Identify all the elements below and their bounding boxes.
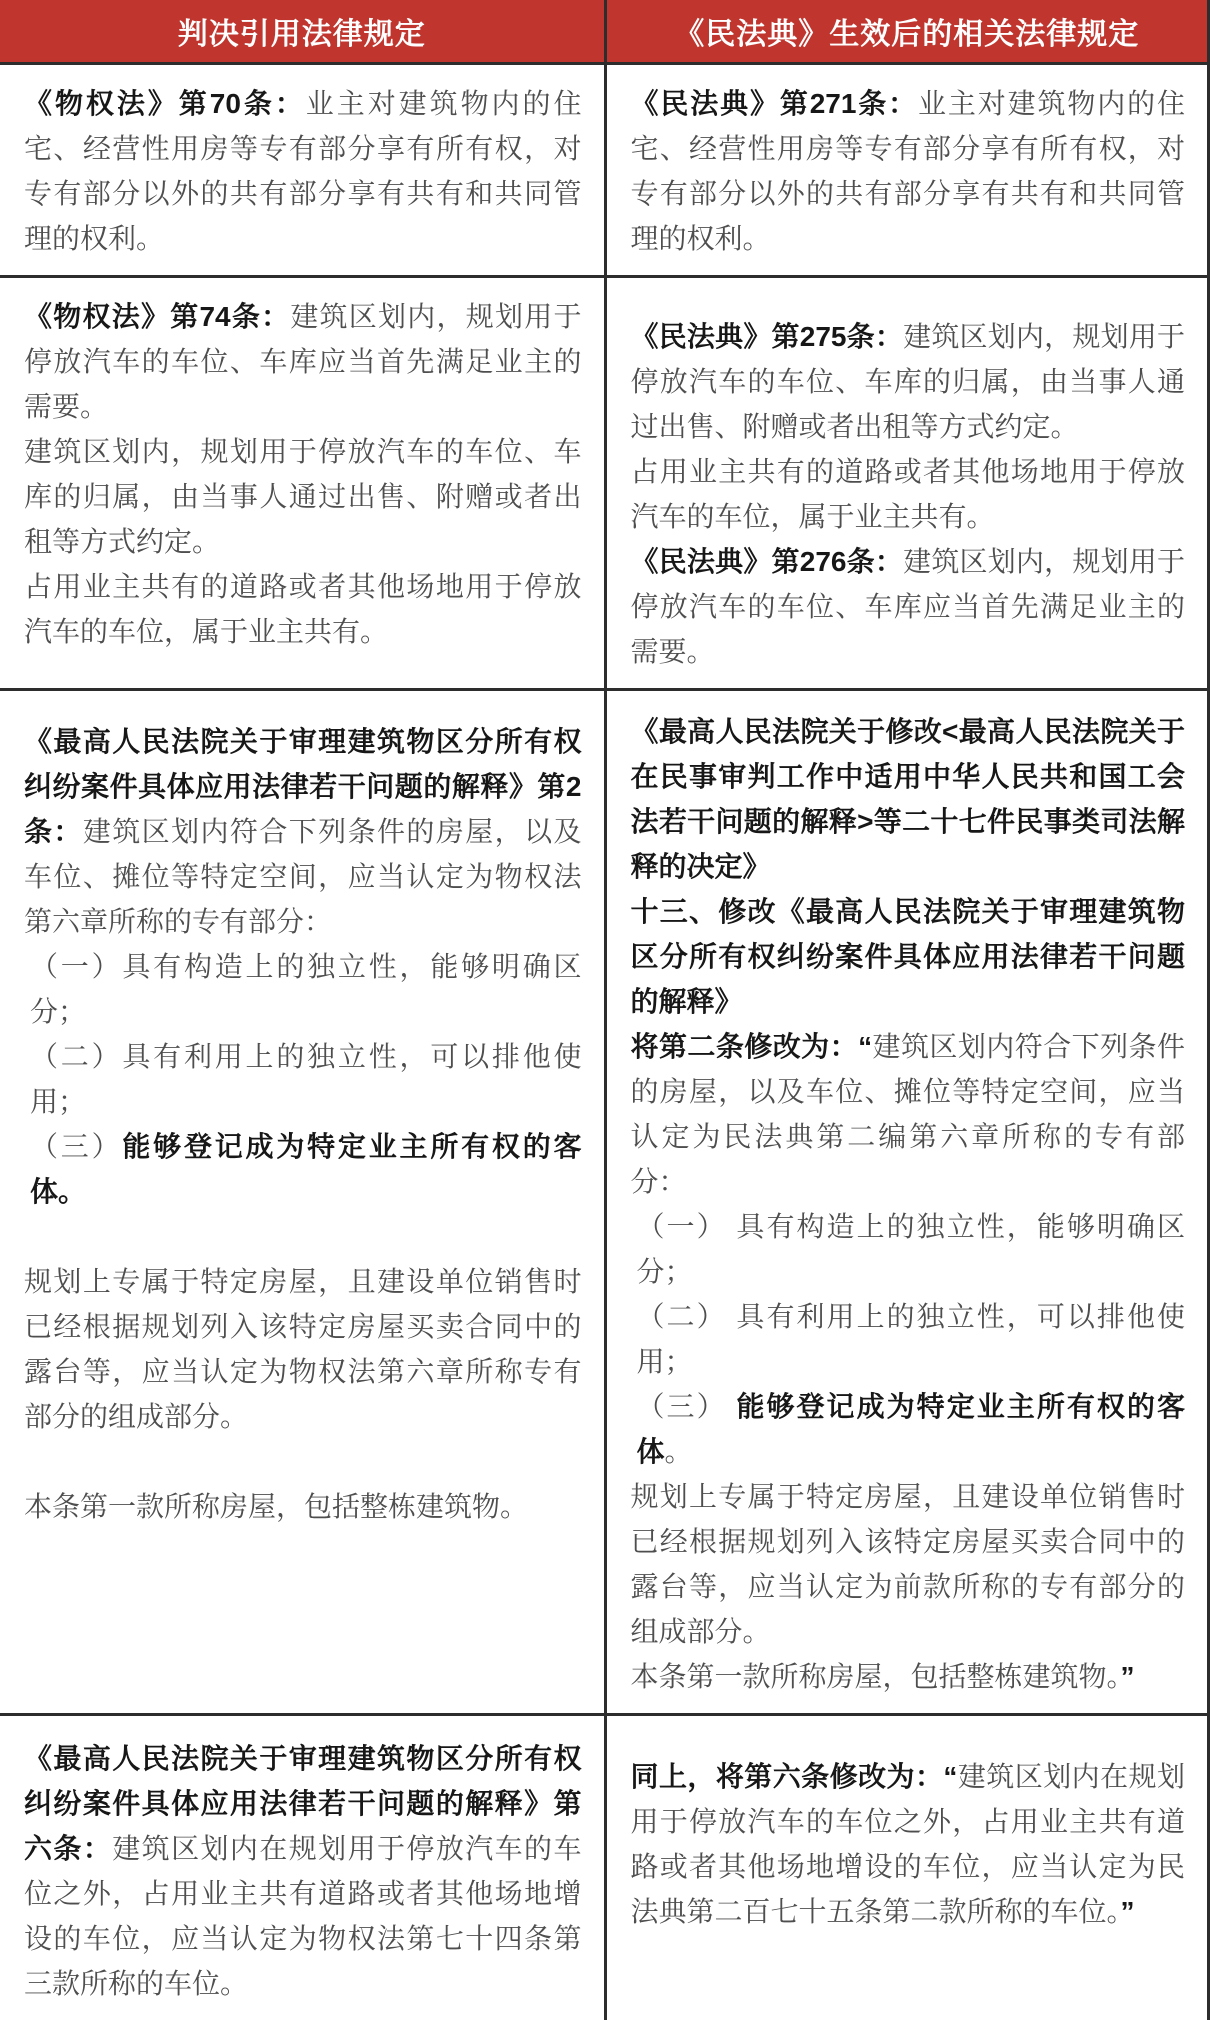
paragraph bbox=[631, 889, 1186, 1024]
header-right-label: 《民法典》生效后的相关法律规定 bbox=[674, 18, 1140, 51]
text-segment: 业主对建筑物内的住宅、经营性用房等专有部分享有所有权，对专有部分以外的共有部分享有共有和共同管理的权利。 bbox=[630, 88, 1185, 254]
table-cell-left bbox=[0, 65, 604, 275]
table-cell-right bbox=[604, 1716, 1208, 2020]
paragraph bbox=[631, 539, 1186, 674]
table-row bbox=[0, 65, 1207, 278]
text-segment: 建筑区划内，规划用于停放汽车的车位、车库的归属，由当事人通过出售、附赠或者出租等方式约定。 bbox=[630, 321, 1185, 442]
paragraph bbox=[631, 1384, 1186, 1474]
text-segment: （一） 具有构造上的独立性，能够明确区分； bbox=[636, 1211, 1185, 1287]
text-segment: 占用业主共有的道路或者其他场地用于停放汽车的车位，属于业主共有。 bbox=[630, 456, 1185, 532]
table-row bbox=[0, 691, 1207, 1716]
table-cell-right bbox=[604, 65, 1208, 275]
text-segment: （二） 具有利用上的独立性，可以排他使用； bbox=[636, 1301, 1185, 1377]
table-cell-right bbox=[604, 691, 1208, 1713]
text-segment: 业主对建筑物内的住宅、经营性用房等专有部分享有所有权，对专有部分以外的共有部分享有共有和共同管理的权利。 bbox=[24, 88, 582, 254]
text-segment: 。 bbox=[664, 1436, 693, 1467]
text-segment: 本条第一款所称房屋，包括整栋建筑物。 bbox=[630, 1661, 1121, 1692]
table-header-row bbox=[0, 0, 1207, 65]
paragraph bbox=[24, 1736, 582, 2006]
header-left-label: 判决引用法律规定 bbox=[177, 18, 426, 51]
paragraph bbox=[24, 1124, 582, 1214]
bold-text-segment: 同上，将第六条修改为：“ bbox=[630, 1761, 958, 1792]
bold-text-segment: 《物权法》第74条： bbox=[24, 301, 291, 332]
bold-text-segment: 《民法典》第275条： bbox=[630, 321, 904, 352]
table-cell-right bbox=[604, 278, 1208, 688]
paragraph bbox=[24, 944, 582, 1034]
bold-text-segment: 能够登记成为特定业主所有权的客体 bbox=[636, 1391, 1185, 1467]
paragraph bbox=[631, 314, 1186, 449]
text-segment: 建筑区划内在规划用于停放汽车的车位之外，占用业主共有道路或者其他场地增设的车位，应当认定为物权法第七十四条第三款所称的车位。 bbox=[24, 1833, 582, 1999]
text-segment: 规划上专属于特定房屋，且建设单位销售时已经根据规划列入该特定房屋买卖合同中的露台等，应当认定为物权法第六章所称专有部分的组成部分。 bbox=[24, 1266, 582, 1432]
paragraph bbox=[631, 1294, 1186, 1384]
bold-text-segment: ” bbox=[1120, 1896, 1135, 1927]
text-segment: （三） bbox=[636, 1391, 737, 1422]
paragraph bbox=[24, 1484, 582, 1529]
bold-text-segment: 能够登记成为特定业主所有权的客体。 bbox=[30, 1131, 582, 1207]
bold-text-segment: 十三、修改《最高人民法院关于审理建筑物区分所有权纠纷案件具体应用法律若干问题的解释》 bbox=[630, 896, 1185, 1017]
paragraph bbox=[24, 81, 582, 261]
paragraph bbox=[631, 449, 1186, 539]
text-segment: （三） bbox=[30, 1131, 123, 1162]
bold-text-segment: ” bbox=[1120, 1661, 1135, 1692]
bold-text-segment: 《最高人民法院关于审理建筑物区分所有权纠纷案件具体应用法律若干问题的解释》第2条： bbox=[24, 726, 582, 847]
paragraph bbox=[631, 1654, 1186, 1699]
paragraph bbox=[24, 564, 582, 654]
bold-text-segment: 《最高人民法院关于修改<最高人民法院关于在民事审判工作中适用中华人民共和国工会法若干问题的解释>等二十七件民事类司法解释的决定》 bbox=[630, 716, 1185, 882]
table-body bbox=[0, 65, 1207, 2020]
blank-line bbox=[24, 1439, 582, 1484]
text-segment: 建筑区划内符合下列条件的房屋，以及车位、摊位等特定空间，应当认定为民法典第二编第六章所称的专有部分： bbox=[630, 1031, 1185, 1197]
paragraph bbox=[631, 1474, 1186, 1654]
header-cell-right bbox=[604, 0, 1208, 62]
table-row bbox=[0, 1716, 1207, 2020]
paragraph bbox=[631, 709, 1186, 889]
table-cell-left bbox=[0, 278, 604, 688]
text-segment: （二）具有利用上的独立性，可以排他使用； bbox=[30, 1041, 582, 1117]
bold-text-segment: 《物权法》第70条： bbox=[24, 88, 306, 119]
bold-text-segment: 《最高人民法院关于审理建筑物区分所有权纠纷案件具体应用法律若干问题的解释》第六条： bbox=[24, 1743, 582, 1864]
paragraph bbox=[24, 719, 582, 944]
paragraph bbox=[631, 1024, 1186, 1204]
text-segment: 规划上专属于特定房屋，且建设单位销售时已经根据规划列入该特定房屋买卖合同中的露台等，应当认定为前款所称的专有部分的组成部分。 bbox=[630, 1481, 1185, 1647]
blank-line bbox=[24, 1214, 582, 1259]
table-cell-left bbox=[0, 691, 604, 1713]
paragraph bbox=[24, 1034, 582, 1124]
text-segment: 建筑区划内，规划用于停放汽车的车位、车库应当首先满足业主的需要。 bbox=[24, 301, 582, 422]
bold-text-segment: 《民法典》第271条： bbox=[630, 88, 919, 119]
text-segment: 建筑区划内在规划用于停放汽车的车位之外，占用业主共有道路或者其他场地增设的车位，应当认定为民法典第二百七十五条第二款所称的车位。 bbox=[630, 1761, 1185, 1927]
paragraph bbox=[631, 1204, 1186, 1294]
text-segment: 占用业主共有的道路或者其他场地用于停放汽车的车位，属于业主共有。 bbox=[24, 571, 582, 647]
text-segment: （一）具有构造上的独立性，能够明确区分； bbox=[30, 951, 582, 1027]
table-cell-left bbox=[0, 1716, 604, 2020]
paragraph bbox=[24, 294, 582, 429]
header-cell-left bbox=[0, 0, 604, 62]
paragraph bbox=[24, 1259, 582, 1439]
bold-text-segment: 将第二条修改为：“ bbox=[630, 1031, 873, 1062]
table-row bbox=[0, 278, 1207, 691]
text-segment: 建筑区划内符合下列条件的房屋，以及车位、摊位等特定空间，应当认定为物权法第六章所称的专有部分： bbox=[24, 816, 582, 937]
text-segment: 建筑区划内，规划用于停放汽车的车位、车库应当首先满足业主的需要。 bbox=[630, 546, 1185, 667]
bold-text-segment: 《民法典》第276条： bbox=[630, 546, 904, 577]
text-segment: 建筑区划内，规划用于停放汽车的车位、车库的归属，由当事人通过出售、附赠或者出租等方式约定。 bbox=[24, 436, 582, 557]
paragraph bbox=[24, 429, 582, 564]
paragraph bbox=[631, 81, 1186, 261]
paragraph bbox=[631, 1754, 1186, 1934]
text-segment: 本条第一款所称房屋，包括整栋建筑物。 bbox=[24, 1491, 529, 1522]
